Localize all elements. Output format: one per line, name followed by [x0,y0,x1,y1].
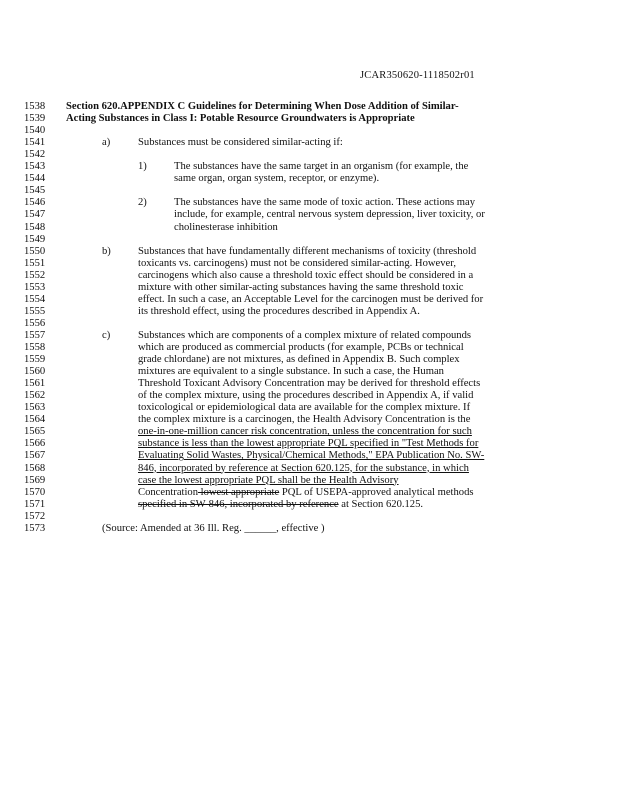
line-number: 1560 [24,366,46,378]
line-number: 1563 [24,402,46,414]
line-number: 1550 [24,245,46,257]
text-run: Substances must be considered similar-acting if: [138,137,343,149]
line-text [174,209,485,221]
line-1564 [24,414,594,426]
text-run: toxicological or epidemiological data are available for the complex mixture. If [138,402,471,414]
text-run: Acting Substances in Class I: Potable Resource Groundwaters is Appropriate [66,113,415,125]
line-number: 1567 [24,450,46,462]
line-number: 1551 [24,257,46,269]
line-text [138,487,474,499]
text-run: mixtures are equivalent to a single substance. In such a case, the Human [138,366,444,378]
line-number: 1559 [24,354,46,366]
line-text [138,282,463,294]
line-text [138,414,470,426]
line-text [138,366,444,378]
text-run: The substances have the same mode of toxic action. These actions may [174,197,476,209]
text-run: mixture with other similar-acting substances having the same threshold toxic [138,281,464,293]
list-marker: 2) [138,197,147,209]
line-number: 1572 [24,510,46,522]
line-1545 [24,185,594,197]
line-1561 [24,378,594,390]
line-number: 1546 [24,197,46,209]
line-1542 [24,149,594,161]
line-1572 [24,511,594,523]
line-1562 [24,390,594,402]
inserted-text: Evaluating Solid Wastes, Physical/Chemical Methods," EPA Publication No. SW- [138,450,485,462]
text-run: (Source: Amended at 36 Ill. Reg. ______, effective ) [102,522,325,534]
line-number: 1556 [24,317,46,329]
line-text [138,258,456,270]
inserted-text: one-in-one-million cancer risk concentration, unless the concentration for [138,426,453,438]
text-run: Concentration [138,486,199,498]
document-id: JCAR350620-1118502r01 [360,70,475,81]
line-number: 1569 [24,474,46,486]
line-text [138,475,399,487]
line-1553 [24,282,594,294]
line-number: 1565 [24,426,46,438]
list-marker: c) [102,329,111,341]
line-1558 [24,342,594,354]
list-marker: b) [102,245,111,257]
text-run: Substances that have fundamentally different mechanisms of toxicity (threshold [138,245,477,257]
line-text [174,173,379,185]
line-number: 1555 [24,305,46,317]
text-run: the complex mixture is a carcinogen, the Health Advisory Concentration is the [138,414,471,426]
inserted-text: 846, incorporated by reference at Section 620.125, for the substance, in which [138,462,469,474]
line-1557 [24,330,594,342]
text-run: at Section 620.125. [338,498,424,510]
line-number: 1557 [24,329,46,341]
line-text [138,270,473,282]
text-run: include, for example, central nervous system depression, liver toxicity, or [174,209,485,221]
line-number: 1553 [24,281,46,293]
text-run: effect. In such a case, an Acceptable Level for the carcinogen must be derived for [138,293,484,305]
line-text [138,402,470,414]
line-1556 [24,318,594,330]
line-number: 1545 [24,185,46,197]
line-1548 [24,222,594,234]
line-number: 1568 [24,462,46,474]
line-number: 1543 [24,161,46,173]
line-number: 1539 [24,113,46,125]
line-1551 [24,258,594,270]
line-1540 [24,125,594,137]
line-text [138,246,476,258]
text-run: Substances which are components of a complex mixture of related compounds [138,329,472,341]
line-text [138,463,469,475]
line-1550 [24,246,594,258]
inserted-text: for [466,438,479,450]
list-marker: 1) [138,161,147,173]
line-text [138,426,472,438]
line-1568 [24,463,594,475]
deleted-text: lowest appropriate [198,486,280,498]
line-1544 [24,173,594,185]
line-text [174,161,468,173]
line-1549 [24,234,594,246]
text-run: The substances have the same target in an organism (for example, the [174,161,469,173]
line-text [174,222,278,234]
line-number: 1570 [24,486,46,498]
text-run: carcinogens which also cause a threshold toxic effect should be considered in a [138,269,474,281]
line-1565 [24,426,594,438]
line-text [138,390,473,402]
line-number: 1542 [24,149,46,161]
deleted-text: specified in SW-846, incorporated by reference [138,498,339,510]
line-text [138,378,480,390]
line-number: 1538 [24,101,46,112]
inserted-text: such [452,426,472,438]
line-number: 1573 [24,522,46,534]
line-text [138,354,460,366]
text-run: Section 620.APPENDIX C Guidelines for Determining When Dose Addition of Similar- [66,101,459,112]
text-run: which are produced as commercial products (for example, PCBs or technical [138,342,464,353]
line-number: 1561 [24,378,46,390]
line-1539 [24,113,594,125]
line-1546 [24,197,594,209]
line-1573 [24,523,594,535]
text-run: PQL of USEPA-approved analytical methods [279,486,474,498]
line-1569 [24,475,594,487]
line-text [138,330,471,342]
line-number: 1554 [24,293,46,305]
line-1567 [24,450,594,462]
line-number: 1558 [24,342,46,353]
text-run: grade chlordane) are not mixtures, as defined in Appendix B. Such complex [138,354,460,366]
text-run: same organ, organ system, receptor, or enzyme). [174,173,380,185]
line-text [66,101,459,113]
text-run: cholinesterase inhibition [174,221,278,233]
list-marker: a) [102,137,111,149]
line-number: 1552 [24,269,46,281]
line-1541 [24,137,594,149]
line-1560 [24,366,594,378]
line-number: 1541 [24,137,46,149]
text-run: its threshold effect, using the procedures described in Appendix A. [138,305,420,317]
line-1559 [24,354,594,366]
line-1563 [24,402,594,414]
line-text [138,499,423,511]
line-1555 [24,306,594,318]
line-text [174,197,475,209]
line-number: 1540 [24,125,46,137]
line-number: 1547 [24,209,46,221]
line-text [138,306,420,318]
line-text [66,113,415,125]
line-number: 1564 [24,414,46,426]
line-number: 1544 [24,173,46,185]
line-text [138,137,343,149]
line-1570 [24,487,594,499]
inserted-text: substance is less than the lowest appropriate PQL specified in "Test Methods [138,438,466,450]
line-text [138,342,464,354]
line-1547 [24,209,594,221]
text-run: toxicants vs. carcinogens) must not be considered similar-acting. However, [138,257,456,269]
line-text [102,523,325,535]
line-1538 [24,101,594,113]
inserted-text: case the lowest appropriate PQL shall be the Health Advisory [138,474,399,486]
line-text [138,438,478,450]
line-1571 [24,499,594,511]
line-1566 [24,438,594,450]
line-number: 1566 [24,438,46,450]
text-run: Threshold Toxicant Advisory Concentration may be derived for threshold effects [138,378,481,390]
line-number: 1562 [24,390,46,402]
line-number: 1549 [24,233,46,245]
line-number: 1548 [24,221,46,233]
line-1554 [24,294,594,306]
line-1552 [24,270,594,282]
line-text [138,294,483,306]
text-run: of the complex mixture, using the procedures described in Appendix A, if valid [138,390,474,402]
line-1543 [24,161,594,173]
line-number: 1571 [24,498,46,510]
line-text [138,450,484,462]
